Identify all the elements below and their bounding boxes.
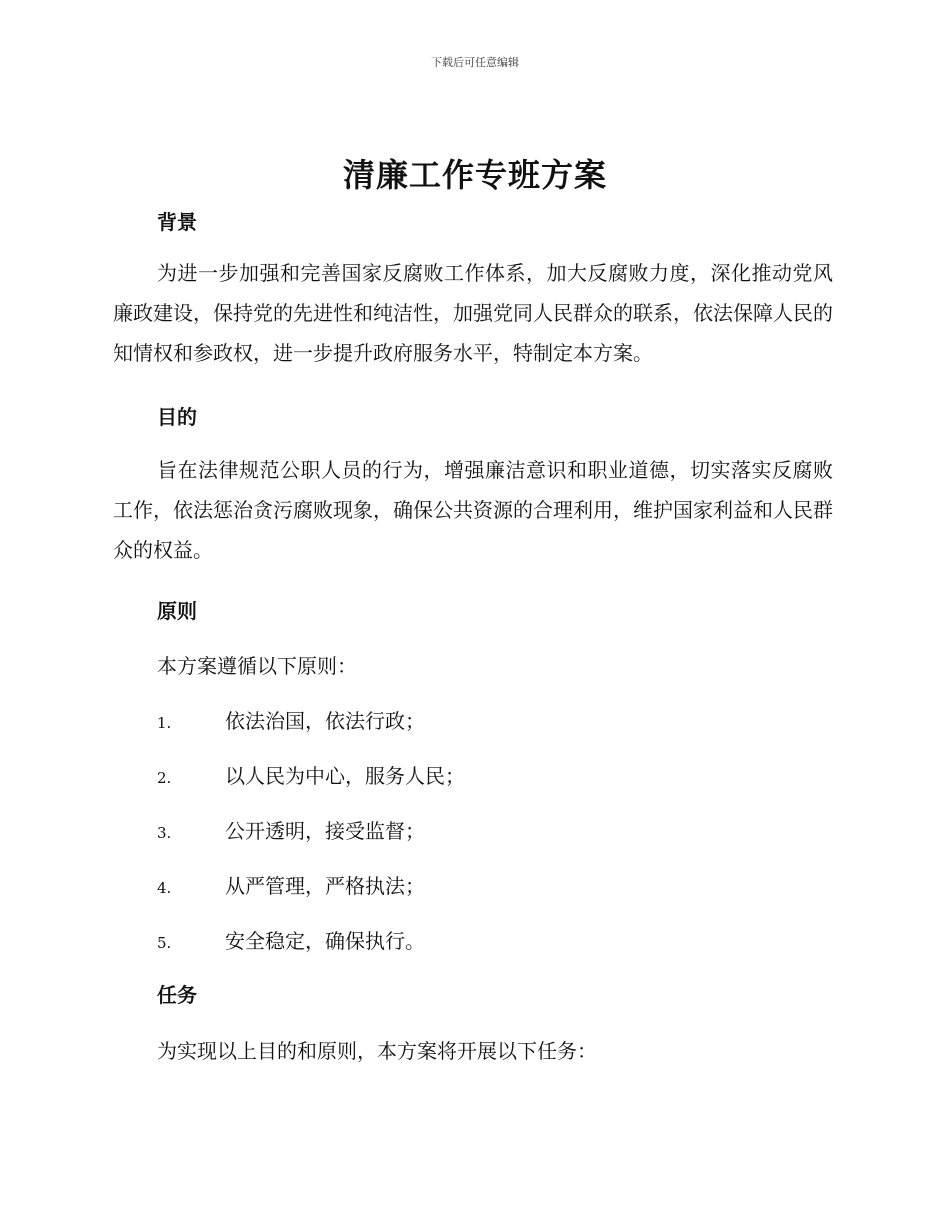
principle-number: 2. <box>157 769 172 787</box>
section-heading-purpose: 目的 <box>157 405 197 429</box>
background-paragraph: 为进一步加强和完善国家反腐败工作体系，加大反腐败力度，深化推动党风廉政建设，保持党的先进性和纯洁性，加强党同人民群众的联系，依法保障人民的知情权和参政权，进一步提升政府服务水平，特制定本方案。 <box>113 261 833 365</box>
principle-number: 4. <box>157 879 172 897</box>
principle-list-item <box>157 870 425 899</box>
document-title: 清廉工作专班方案 <box>342 156 607 194</box>
page-header-note: 下载后可任意编辑 <box>431 56 519 69</box>
principle-number: 1. <box>157 714 172 732</box>
principle-text: 从严管理，严格执法； <box>225 874 425 898</box>
principle-list-item <box>157 760 465 789</box>
section-heading-tasks: 任务 <box>157 983 197 1007</box>
section-heading-principles: 原则 <box>157 599 197 623</box>
tasks-intro: 为实现以上目的和原则，本方案将开展以下任务： <box>157 1039 597 1063</box>
principle-number: 3. <box>157 824 172 842</box>
principle-text: 公开透明，接受监督； <box>225 819 425 843</box>
purpose-paragraph: 旨在法律规范公职人员的行为，增强廉洁意识和职业道德，切实落实反腐败工作，依法惩治贪污腐败现象，确保公共资源的合理利用，维护国家利益和人民群众的权益。 <box>113 458 833 562</box>
section-heading-background: 背景 <box>157 210 197 234</box>
principle-list-item <box>157 815 425 844</box>
principle-list-item <box>157 705 425 734</box>
principle-text: 依法治国，依法行政； <box>225 709 425 733</box>
principles-intro: 本方案遵循以下原则： <box>157 654 357 678</box>
principle-text: 以人民为中心，服务人民； <box>225 764 465 788</box>
principle-list-item <box>157 925 425 954</box>
principle-number: 5. <box>157 934 172 952</box>
principle-text: 安全稳定，确保执行。 <box>225 929 425 953</box>
